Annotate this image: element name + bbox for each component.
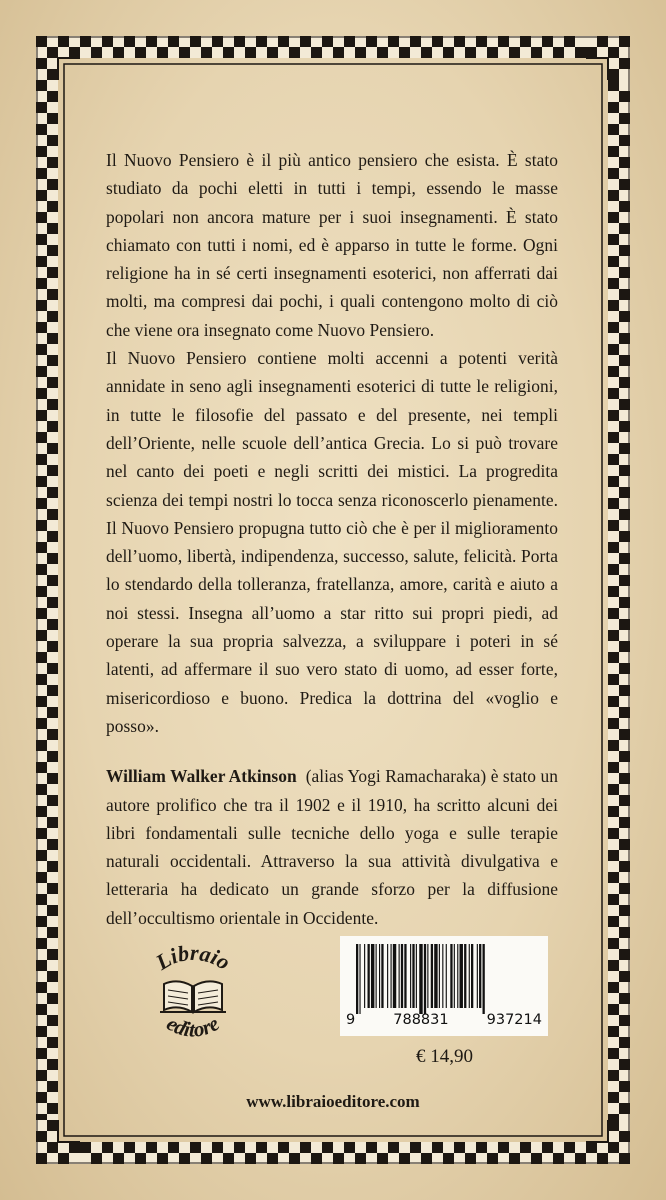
- description-paragraph-2: Il Nuovo Pensiero contiene molti accenni a potenti verità annidate in seno agli insegnamenti esoterici di tutte le religioni, in tutte le filosofie del passato e del presente, nei templi dell’Oriente, nelle scuole dell’antica Grecia. Lo si può trovare nel canto dei poeti e negli scritti dei mistici. La progredita scienza dei tempi nostri lo tocca senza riconoscerlo pienamente. Il Nuovo Pensiero propugna tutto ciò che è per il miglioramento dell’uomo, libertà, indipendenza, successo, salute, felicità. Porta lo stendardo della tolleranza, fratellanza, amore, carità e aiuto a noi stessi. Insegna all’uomo a star ritto sui propri piedi, ad operare la sua propria salvezza, a sviluppare i poteri in sé latenti, ad affermare il suo vero stato di uomo, ad esser forte, misericordioso e buono. Predica la dottrina del «voglio e posso».: [106, 348, 558, 736]
- barcode-digit-group-1: 788831: [393, 1012, 449, 1028]
- isbn-barcode: [340, 936, 548, 1036]
- publisher-logo: [134, 938, 252, 1048]
- barcode-digit-group-2: 937214: [486, 1012, 542, 1028]
- publisher-website: www.libraioeditore.com: [246, 1092, 420, 1111]
- barcode-bars: [340, 936, 548, 1014]
- author-bio: [106, 762, 558, 932]
- author-name: William Walker Atkinson: [106, 766, 297, 787]
- back-cover-text: [106, 146, 558, 932]
- description-paragraph-1: Il Nuovo Pensiero è il più antico pensiero che esista. È stato studiato da pochi eletti in tutti i tempi, essendo le masse popolari non ancora mature per i suoi insegnamenti. È stato chiamato con tutti i nomi, ed è apparso in tutte le forme. Ogni religione ha in sé certi insegnamenti esoterici, non afferrati dai molti, ma compresi dai pochi, i quali contengono molto di ciò che viene ora insegnato come Nuovo Pensiero.: [106, 150, 558, 340]
- price: € 14,90: [416, 1046, 473, 1067]
- author-bio-text: è stato un autore prolifico che tra il 1902 e il 1910, ha scritto alcuni dei libri fondamentali sulle tecniche dello yoga e sulle terapie naturali occidentali. Attraverso la sua attività divulgativa e letteraria ha dedicato un grande sforzo per la diffusione dell’occultismo orientale in Occidente.: [106, 766, 558, 928]
- barcode-digit-prefix: 9: [346, 1012, 356, 1028]
- logo-bottom-word: editore: [162, 1011, 224, 1042]
- author-alias: (alias Yogi Ramacharaka): [305, 766, 487, 787]
- open-book-icon: [160, 981, 226, 1012]
- barcode-digits: [340, 1012, 548, 1034]
- logo-top-word: Libraio: [151, 939, 236, 975]
